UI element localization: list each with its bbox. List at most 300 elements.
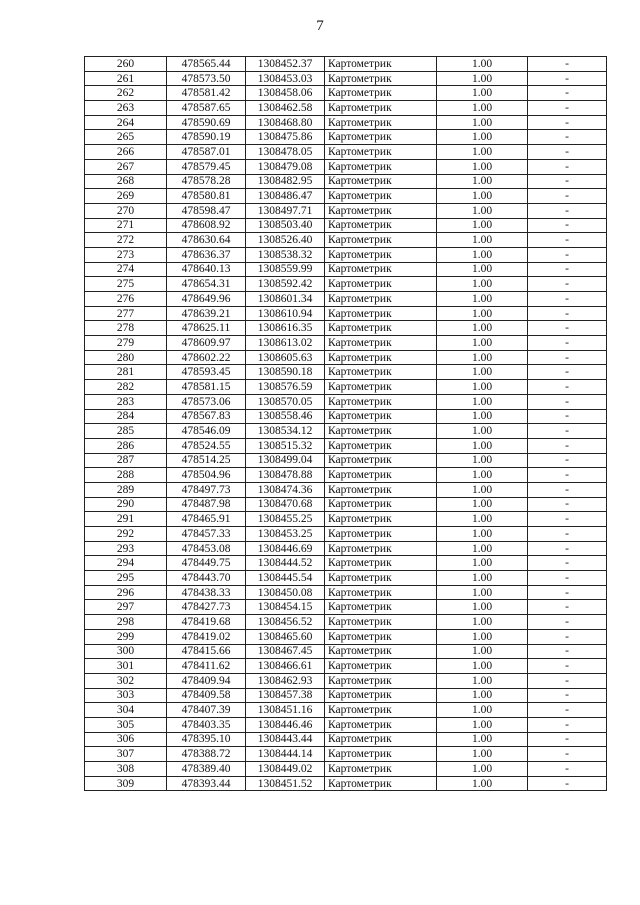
method-cell: Картометрик bbox=[325, 380, 437, 395]
y-coordinate-cell: 1308592.42 bbox=[246, 277, 325, 292]
x-coordinate-cell: 478546.09 bbox=[167, 424, 246, 439]
method-cell: Картометрик bbox=[325, 659, 437, 674]
point-number-cell: 286 bbox=[85, 438, 167, 453]
method-cell: Картометрик bbox=[325, 527, 437, 542]
description-cell: - bbox=[528, 145, 607, 160]
description-cell: - bbox=[528, 600, 607, 615]
description-cell: - bbox=[528, 453, 607, 468]
description-cell: - bbox=[528, 703, 607, 718]
x-coordinate-cell: 478415.66 bbox=[167, 644, 246, 659]
y-coordinate-cell: 1308446.69 bbox=[246, 541, 325, 556]
point-number-cell: 275 bbox=[85, 277, 167, 292]
description-cell: - bbox=[528, 189, 607, 204]
accuracy-cell: 1.00 bbox=[437, 600, 528, 615]
description-cell: - bbox=[528, 218, 607, 233]
description-cell: - bbox=[528, 776, 607, 791]
accuracy-cell: 1.00 bbox=[437, 292, 528, 307]
accuracy-cell: 1.00 bbox=[437, 218, 528, 233]
x-coordinate-cell: 478395.10 bbox=[167, 732, 246, 747]
point-number-cell: 288 bbox=[85, 468, 167, 483]
description-cell: - bbox=[528, 321, 607, 336]
accuracy-cell: 1.00 bbox=[437, 453, 528, 468]
method-cell: Картометрик bbox=[325, 571, 437, 586]
x-coordinate-cell: 478393.44 bbox=[167, 776, 246, 791]
table-row bbox=[85, 380, 607, 395]
accuracy-cell: 1.00 bbox=[437, 424, 528, 439]
method-cell: Картометрик bbox=[325, 541, 437, 556]
accuracy-cell: 1.00 bbox=[437, 57, 528, 72]
method-cell: Картометрик bbox=[325, 703, 437, 718]
x-coordinate-cell: 478409.58 bbox=[167, 688, 246, 703]
method-cell: Картометрик bbox=[325, 115, 437, 130]
table-row bbox=[85, 306, 607, 321]
table-row bbox=[85, 673, 607, 688]
coordinates-table-body bbox=[85, 57, 607, 791]
description-cell: - bbox=[528, 203, 607, 218]
description-cell: - bbox=[528, 277, 607, 292]
y-coordinate-cell: 1308486.47 bbox=[246, 189, 325, 204]
description-cell: - bbox=[528, 512, 607, 527]
table-row bbox=[85, 438, 607, 453]
description-cell: - bbox=[528, 101, 607, 116]
y-coordinate-cell: 1308478.05 bbox=[246, 145, 325, 160]
accuracy-cell: 1.00 bbox=[437, 365, 528, 380]
method-cell: Картометрик bbox=[325, 409, 437, 424]
y-coordinate-cell: 1308454.15 bbox=[246, 600, 325, 615]
method-cell: Картометрик bbox=[325, 292, 437, 307]
method-cell: Картометрик bbox=[325, 468, 437, 483]
table-row bbox=[85, 247, 607, 262]
method-cell: Картометрик bbox=[325, 130, 437, 145]
point-number-cell: 305 bbox=[85, 717, 167, 732]
description-cell: - bbox=[528, 394, 607, 409]
accuracy-cell: 1.00 bbox=[437, 762, 528, 777]
method-cell: Картометрик bbox=[325, 189, 437, 204]
point-number-cell: 307 bbox=[85, 747, 167, 762]
method-cell: Картометрик bbox=[325, 71, 437, 86]
method-cell: Картометрик bbox=[325, 717, 437, 732]
table-row bbox=[85, 130, 607, 145]
y-coordinate-cell: 1308534.12 bbox=[246, 424, 325, 439]
point-number-cell: 272 bbox=[85, 233, 167, 248]
point-number-cell: 291 bbox=[85, 512, 167, 527]
point-number-cell: 301 bbox=[85, 659, 167, 674]
description-cell: - bbox=[528, 747, 607, 762]
method-cell: Картометрик bbox=[325, 321, 437, 336]
y-coordinate-cell: 1308570.05 bbox=[246, 394, 325, 409]
table-row bbox=[85, 336, 607, 351]
x-coordinate-cell: 478565.44 bbox=[167, 57, 246, 72]
table-row bbox=[85, 218, 607, 233]
description-cell: - bbox=[528, 174, 607, 189]
accuracy-cell: 1.00 bbox=[437, 233, 528, 248]
y-coordinate-cell: 1308455.25 bbox=[246, 512, 325, 527]
table-row bbox=[85, 321, 607, 336]
point-number-cell: 268 bbox=[85, 174, 167, 189]
x-coordinate-cell: 478407.39 bbox=[167, 703, 246, 718]
point-number-cell: 287 bbox=[85, 453, 167, 468]
point-number-cell: 282 bbox=[85, 380, 167, 395]
table-row bbox=[85, 717, 607, 732]
y-coordinate-cell: 1308468.80 bbox=[246, 115, 325, 130]
description-cell: - bbox=[528, 159, 607, 174]
y-coordinate-cell: 1308601.34 bbox=[246, 292, 325, 307]
y-coordinate-cell: 1308499.04 bbox=[246, 453, 325, 468]
y-coordinate-cell: 1308446.46 bbox=[246, 717, 325, 732]
accuracy-cell: 1.00 bbox=[437, 145, 528, 160]
accuracy-cell: 1.00 bbox=[437, 409, 528, 424]
point-number-cell: 308 bbox=[85, 762, 167, 777]
y-coordinate-cell: 1308474.36 bbox=[246, 482, 325, 497]
y-coordinate-cell: 1308456.52 bbox=[246, 615, 325, 630]
accuracy-cell: 1.00 bbox=[437, 159, 528, 174]
method-cell: Картометрик bbox=[325, 218, 437, 233]
point-number-cell: 300 bbox=[85, 644, 167, 659]
accuracy-cell: 1.00 bbox=[437, 585, 528, 600]
y-coordinate-cell: 1308444.14 bbox=[246, 747, 325, 762]
y-coordinate-cell: 1308515.32 bbox=[246, 438, 325, 453]
description-cell: - bbox=[528, 86, 607, 101]
x-coordinate-cell: 478598.47 bbox=[167, 203, 246, 218]
accuracy-cell: 1.00 bbox=[437, 673, 528, 688]
description-cell: - bbox=[528, 688, 607, 703]
table-row bbox=[85, 600, 607, 615]
x-coordinate-cell: 478388.72 bbox=[167, 747, 246, 762]
accuracy-cell: 1.00 bbox=[437, 380, 528, 395]
description-cell: - bbox=[528, 644, 607, 659]
table-row bbox=[85, 233, 607, 248]
accuracy-cell: 1.00 bbox=[437, 321, 528, 336]
accuracy-cell: 1.00 bbox=[437, 659, 528, 674]
description-cell: - bbox=[528, 130, 607, 145]
table-row bbox=[85, 482, 607, 497]
x-coordinate-cell: 478587.65 bbox=[167, 101, 246, 116]
method-cell: Картометрик bbox=[325, 277, 437, 292]
table-row bbox=[85, 409, 607, 424]
x-coordinate-cell: 478590.69 bbox=[167, 115, 246, 130]
point-number-cell: 276 bbox=[85, 292, 167, 307]
accuracy-cell: 1.00 bbox=[437, 747, 528, 762]
x-coordinate-cell: 478514.25 bbox=[167, 453, 246, 468]
table-row bbox=[85, 512, 607, 527]
y-coordinate-cell: 1308610.94 bbox=[246, 306, 325, 321]
accuracy-cell: 1.00 bbox=[437, 776, 528, 791]
point-number-cell: 295 bbox=[85, 571, 167, 586]
x-coordinate-cell: 478419.68 bbox=[167, 615, 246, 630]
x-coordinate-cell: 478504.96 bbox=[167, 468, 246, 483]
point-number-cell: 274 bbox=[85, 262, 167, 277]
table-row bbox=[85, 776, 607, 791]
y-coordinate-cell: 1308462.93 bbox=[246, 673, 325, 688]
description-cell: - bbox=[528, 350, 607, 365]
table-row bbox=[85, 145, 607, 160]
table-row bbox=[85, 203, 607, 218]
y-coordinate-cell: 1308457.38 bbox=[246, 688, 325, 703]
x-coordinate-cell: 478581.15 bbox=[167, 380, 246, 395]
accuracy-cell: 1.00 bbox=[437, 615, 528, 630]
point-number-cell: 283 bbox=[85, 394, 167, 409]
accuracy-cell: 1.00 bbox=[437, 262, 528, 277]
description-cell: - bbox=[528, 292, 607, 307]
method-cell: Картометрик bbox=[325, 644, 437, 659]
y-coordinate-cell: 1308458.06 bbox=[246, 86, 325, 101]
method-cell: Картометрик bbox=[325, 101, 437, 116]
point-number-cell: 281 bbox=[85, 365, 167, 380]
table-row bbox=[85, 497, 607, 512]
point-number-cell: 267 bbox=[85, 159, 167, 174]
accuracy-cell: 1.00 bbox=[437, 174, 528, 189]
y-coordinate-cell: 1308559.99 bbox=[246, 262, 325, 277]
x-coordinate-cell: 478587.01 bbox=[167, 145, 246, 160]
y-coordinate-cell: 1308452.37 bbox=[246, 57, 325, 72]
point-number-cell: 262 bbox=[85, 86, 167, 101]
accuracy-cell: 1.00 bbox=[437, 556, 528, 571]
x-coordinate-cell: 478630.64 bbox=[167, 233, 246, 248]
table-row bbox=[85, 292, 607, 307]
point-number-cell: 284 bbox=[85, 409, 167, 424]
description-cell: - bbox=[528, 409, 607, 424]
x-coordinate-cell: 478654.31 bbox=[167, 277, 246, 292]
x-coordinate-cell: 478639.21 bbox=[167, 306, 246, 321]
x-coordinate-cell: 478608.92 bbox=[167, 218, 246, 233]
method-cell: Картометрик bbox=[325, 688, 437, 703]
description-cell: - bbox=[528, 262, 607, 277]
description-cell: - bbox=[528, 306, 607, 321]
description-cell: - bbox=[528, 762, 607, 777]
y-coordinate-cell: 1308497.71 bbox=[246, 203, 325, 218]
table-row bbox=[85, 424, 607, 439]
table-row bbox=[85, 571, 607, 586]
accuracy-cell: 1.00 bbox=[437, 394, 528, 409]
accuracy-cell: 1.00 bbox=[437, 717, 528, 732]
method-cell: Картометрик bbox=[325, 600, 437, 615]
description-cell: - bbox=[528, 424, 607, 439]
accuracy-cell: 1.00 bbox=[437, 512, 528, 527]
accuracy-cell: 1.00 bbox=[437, 101, 528, 116]
point-number-cell: 304 bbox=[85, 703, 167, 718]
table-row bbox=[85, 541, 607, 556]
description-cell: - bbox=[528, 717, 607, 732]
y-coordinate-cell: 1308470.68 bbox=[246, 497, 325, 512]
method-cell: Картометрик bbox=[325, 424, 437, 439]
method-cell: Картометрик bbox=[325, 174, 437, 189]
x-coordinate-cell: 478524.55 bbox=[167, 438, 246, 453]
point-number-cell: 273 bbox=[85, 247, 167, 262]
point-number-cell: 293 bbox=[85, 541, 167, 556]
point-number-cell: 263 bbox=[85, 101, 167, 116]
description-cell: - bbox=[528, 629, 607, 644]
accuracy-cell: 1.00 bbox=[437, 703, 528, 718]
point-number-cell: 298 bbox=[85, 615, 167, 630]
y-coordinate-cell: 1308443.44 bbox=[246, 732, 325, 747]
method-cell: Картометрик bbox=[325, 453, 437, 468]
accuracy-cell: 1.00 bbox=[437, 482, 528, 497]
point-number-cell: 266 bbox=[85, 145, 167, 160]
table-row bbox=[85, 57, 607, 72]
table-row bbox=[85, 71, 607, 86]
description-cell: - bbox=[528, 585, 607, 600]
x-coordinate-cell: 478573.50 bbox=[167, 71, 246, 86]
y-coordinate-cell: 1308462.58 bbox=[246, 101, 325, 116]
method-cell: Картометрик bbox=[325, 306, 437, 321]
table-row bbox=[85, 644, 607, 659]
method-cell: Картометрик bbox=[325, 145, 437, 160]
description-cell: - bbox=[528, 659, 607, 674]
method-cell: Картометрик bbox=[325, 497, 437, 512]
point-number-cell: 277 bbox=[85, 306, 167, 321]
x-coordinate-cell: 478625.11 bbox=[167, 321, 246, 336]
table-row bbox=[85, 629, 607, 644]
description-cell: - bbox=[528, 468, 607, 483]
point-number-cell: 302 bbox=[85, 673, 167, 688]
method-cell: Картометрик bbox=[325, 159, 437, 174]
y-coordinate-cell: 1308613.02 bbox=[246, 336, 325, 351]
table-row bbox=[85, 747, 607, 762]
description-cell: - bbox=[528, 497, 607, 512]
accuracy-cell: 1.00 bbox=[437, 277, 528, 292]
accuracy-cell: 1.00 bbox=[437, 541, 528, 556]
coordinates-table bbox=[84, 56, 607, 791]
accuracy-cell: 1.00 bbox=[437, 336, 528, 351]
method-cell: Картометрик bbox=[325, 512, 437, 527]
x-coordinate-cell: 478409.94 bbox=[167, 673, 246, 688]
method-cell: Картометрик bbox=[325, 350, 437, 365]
accuracy-cell: 1.00 bbox=[437, 350, 528, 365]
x-coordinate-cell: 478453.08 bbox=[167, 541, 246, 556]
description-cell: - bbox=[528, 527, 607, 542]
point-number-cell: 299 bbox=[85, 629, 167, 644]
point-number-cell: 270 bbox=[85, 203, 167, 218]
accuracy-cell: 1.00 bbox=[437, 497, 528, 512]
y-coordinate-cell: 1308590.18 bbox=[246, 365, 325, 380]
y-coordinate-cell: 1308467.45 bbox=[246, 644, 325, 659]
y-coordinate-cell: 1308503.40 bbox=[246, 218, 325, 233]
x-coordinate-cell: 478427.73 bbox=[167, 600, 246, 615]
y-coordinate-cell: 1308465.60 bbox=[246, 629, 325, 644]
x-coordinate-cell: 478640.13 bbox=[167, 262, 246, 277]
point-number-cell: 289 bbox=[85, 482, 167, 497]
y-coordinate-cell: 1308453.03 bbox=[246, 71, 325, 86]
x-coordinate-cell: 478419.02 bbox=[167, 629, 246, 644]
method-cell: Картометрик bbox=[325, 336, 437, 351]
method-cell: Картометрик bbox=[325, 732, 437, 747]
method-cell: Картометрик bbox=[325, 673, 437, 688]
y-coordinate-cell: 1308538.32 bbox=[246, 247, 325, 262]
point-number-cell: 279 bbox=[85, 336, 167, 351]
x-coordinate-cell: 478590.19 bbox=[167, 130, 246, 145]
x-coordinate-cell: 478389.40 bbox=[167, 762, 246, 777]
y-coordinate-cell: 1308466.61 bbox=[246, 659, 325, 674]
x-coordinate-cell: 478573.06 bbox=[167, 394, 246, 409]
x-coordinate-cell: 478411.62 bbox=[167, 659, 246, 674]
description-cell: - bbox=[528, 541, 607, 556]
y-coordinate-cell: 1308445.54 bbox=[246, 571, 325, 586]
point-number-cell: 264 bbox=[85, 115, 167, 130]
x-coordinate-cell: 478567.83 bbox=[167, 409, 246, 424]
y-coordinate-cell: 1308558.46 bbox=[246, 409, 325, 424]
accuracy-cell: 1.00 bbox=[437, 732, 528, 747]
point-number-cell: 278 bbox=[85, 321, 167, 336]
method-cell: Картометрик bbox=[325, 365, 437, 380]
x-coordinate-cell: 478636.37 bbox=[167, 247, 246, 262]
table-row bbox=[85, 659, 607, 674]
method-cell: Картометрик bbox=[325, 203, 437, 218]
point-number-cell: 280 bbox=[85, 350, 167, 365]
table-row bbox=[85, 115, 607, 130]
description-cell: - bbox=[528, 233, 607, 248]
method-cell: Картометрик bbox=[325, 57, 437, 72]
x-coordinate-cell: 478580.81 bbox=[167, 189, 246, 204]
description-cell: - bbox=[528, 336, 607, 351]
y-coordinate-cell: 1308482.95 bbox=[246, 174, 325, 189]
y-coordinate-cell: 1308478.88 bbox=[246, 468, 325, 483]
table-row bbox=[85, 732, 607, 747]
y-coordinate-cell: 1308475.86 bbox=[246, 130, 325, 145]
accuracy-cell: 1.00 bbox=[437, 189, 528, 204]
method-cell: Картометрик bbox=[325, 482, 437, 497]
description-cell: - bbox=[528, 482, 607, 497]
method-cell: Картометрик bbox=[325, 762, 437, 777]
y-coordinate-cell: 1308444.52 bbox=[246, 556, 325, 571]
point-number-cell: 296 bbox=[85, 585, 167, 600]
y-coordinate-cell: 1308450.08 bbox=[246, 585, 325, 600]
x-coordinate-cell: 478465.91 bbox=[167, 512, 246, 527]
description-cell: - bbox=[528, 438, 607, 453]
accuracy-cell: 1.00 bbox=[437, 527, 528, 542]
description-cell: - bbox=[528, 71, 607, 86]
point-number-cell: 306 bbox=[85, 732, 167, 747]
x-coordinate-cell: 478497.73 bbox=[167, 482, 246, 497]
accuracy-cell: 1.00 bbox=[437, 86, 528, 101]
accuracy-cell: 1.00 bbox=[437, 571, 528, 586]
table-row bbox=[85, 86, 607, 101]
accuracy-cell: 1.00 bbox=[437, 438, 528, 453]
method-cell: Картометрик bbox=[325, 747, 437, 762]
point-number-cell: 303 bbox=[85, 688, 167, 703]
x-coordinate-cell: 478438.33 bbox=[167, 585, 246, 600]
table-row bbox=[85, 615, 607, 630]
point-number-cell: 261 bbox=[85, 71, 167, 86]
table-row bbox=[85, 762, 607, 777]
accuracy-cell: 1.00 bbox=[437, 306, 528, 321]
x-coordinate-cell: 478449.75 bbox=[167, 556, 246, 571]
x-coordinate-cell: 478578.28 bbox=[167, 174, 246, 189]
method-cell: Картометрик bbox=[325, 585, 437, 600]
accuracy-cell: 1.00 bbox=[437, 130, 528, 145]
table-row bbox=[85, 365, 607, 380]
accuracy-cell: 1.00 bbox=[437, 203, 528, 218]
method-cell: Картометрик bbox=[325, 556, 437, 571]
table-row bbox=[85, 453, 607, 468]
y-coordinate-cell: 1308451.52 bbox=[246, 776, 325, 791]
x-coordinate-cell: 478487.98 bbox=[167, 497, 246, 512]
x-coordinate-cell: 478403.35 bbox=[167, 717, 246, 732]
x-coordinate-cell: 478649.96 bbox=[167, 292, 246, 307]
y-coordinate-cell: 1308576.59 bbox=[246, 380, 325, 395]
y-coordinate-cell: 1308449.02 bbox=[246, 762, 325, 777]
y-coordinate-cell: 1308451.16 bbox=[246, 703, 325, 718]
table-row bbox=[85, 468, 607, 483]
method-cell: Картометрик bbox=[325, 615, 437, 630]
x-coordinate-cell: 478443.70 bbox=[167, 571, 246, 586]
method-cell: Картометрик bbox=[325, 247, 437, 262]
y-coordinate-cell: 1308616.35 bbox=[246, 321, 325, 336]
table-row bbox=[85, 262, 607, 277]
point-number-cell: 269 bbox=[85, 189, 167, 204]
table-row bbox=[85, 350, 607, 365]
point-number-cell: 297 bbox=[85, 600, 167, 615]
accuracy-cell: 1.00 bbox=[437, 644, 528, 659]
